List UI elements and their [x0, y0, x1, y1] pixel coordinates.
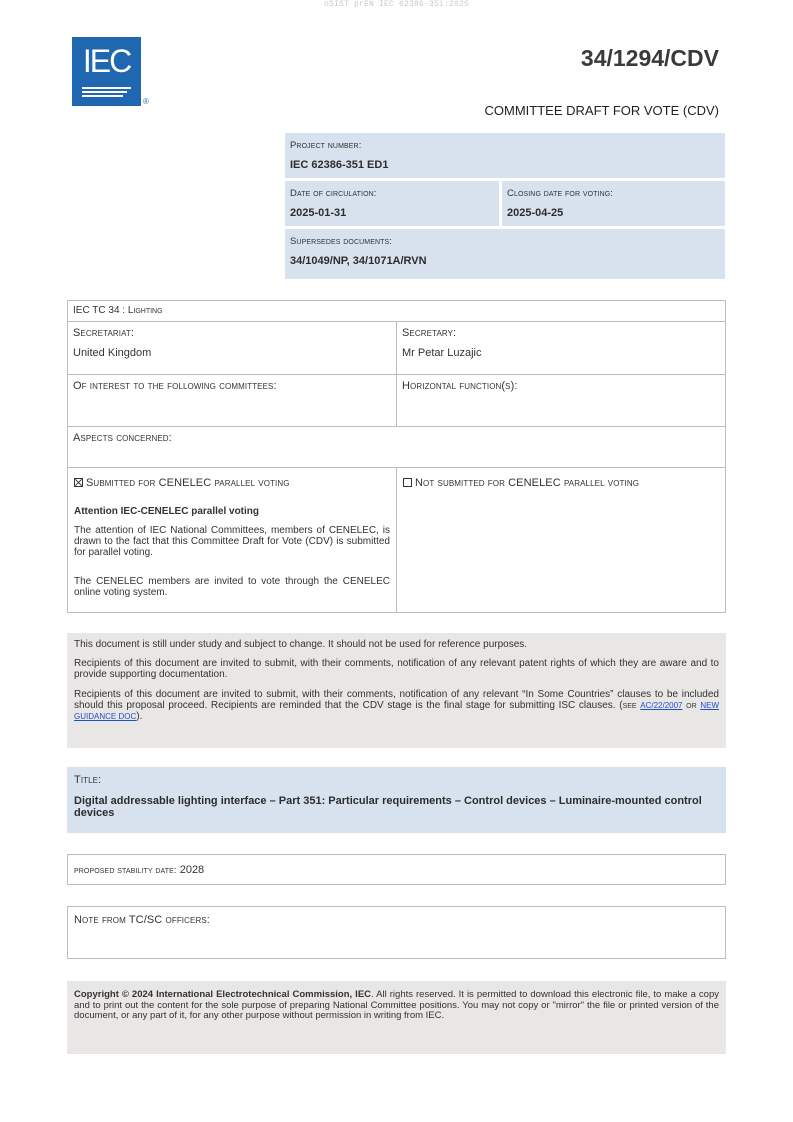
closing-date-value: 2025-04-25 — [507, 207, 564, 219]
secretary-label: Secretary: — [402, 327, 457, 339]
submitted-parallel-voting — [74, 477, 290, 489]
not-submitted-parallel-voting-label: Not submitted for CENELEC parallel voting — [415, 477, 640, 489]
secretary-value: Mr Petar Luzajic — [402, 347, 482, 359]
circulation-date-label: Date of circulation: — [290, 188, 377, 199]
table-divider — [396, 322, 397, 426]
new-guidance-doc-link[interactable]: NEW GUIDANCE DOC — [74, 701, 719, 721]
notice-paragraph-isc — [74, 689, 719, 722]
notice-paragraph: This document is still under study and subject to change. It should not be used for reference purposes. — [74, 639, 528, 650]
supersedes-value: 34/1049/NP, 34/1071A/RVN — [290, 255, 427, 267]
supersedes-cell — [285, 229, 725, 279]
circulation-date-value: 2025-01-31 — [290, 207, 347, 219]
attention-paragraph: The CENELEC members are invited to vote through the CENELEC online voting system. — [74, 576, 390, 598]
technical-committee: IEC TC 34 : Lighting — [73, 305, 163, 316]
secretariat-value: United Kingdom — [73, 347, 152, 359]
aspects-concerned-label: Aspects concerned: — [73, 432, 172, 444]
copyright-notice: . All rights reserved. It is permitted to download this electronic file, to make a copy and to print out the content for the sole purpose of preparing National Committee positions. You may not copy or "mirror" the file or printed version of the document, or any part of it, for any other purpose without permission in writing from IEC. — [74, 989, 719, 1021]
checked-box-icon — [74, 478, 83, 487]
logo-stripe — [82, 87, 131, 89]
interest-committees-label: Of interest to the following committees: — [73, 380, 277, 392]
copyright-holder: Copyright © 2024 International Electrotechnical Commission, IEC — [74, 989, 372, 1000]
secretariat-label: Secretariat: — [73, 327, 135, 339]
document-number: 34/1294/CDV — [580, 45, 719, 71]
ac-22-2007-link[interactable]: AC/22/2007 — [640, 701, 683, 710]
unchecked-box-icon — [403, 478, 412, 487]
stability-date-label: proposed stability date: — [74, 865, 177, 876]
horizontal-functions-label: Horizontal function(s): — [402, 380, 518, 392]
attention-paragraph: The attention of IEC National Committees, members of CENELEC, is drawn to the fact that this Committee Draft for Vote (CDV) is submitted for parallel voting. — [74, 525, 390, 558]
submitted-parallel-voting-label: Submitted for CENELEC parallel voting — [86, 477, 290, 489]
notice-see: see — [622, 700, 637, 711]
supersedes-label: Supersedes documents: — [290, 236, 393, 247]
notice-isc-text: Recipients of this document are invited to submit, with their comments, notification of any relevant “In Some Countries” clauses to be included should this proposal proceed. Recipients are reminded that the CDV stage is the final stage for submitting ISC clauses. ( — [74, 689, 719, 711]
notice-end: ). — [136, 711, 143, 722]
table-divider — [67, 426, 726, 427]
table-divider — [396, 468, 397, 613]
stability-date-value: 2028 — [179, 864, 205, 876]
logo-text: IEC — [82, 43, 131, 79]
stability-date — [74, 864, 204, 876]
iec-logo — [72, 37, 141, 106]
project-number-value: IEC 62386-351 ED1 — [290, 159, 389, 171]
closing-date-label: Closing date for voting: — [507, 188, 614, 199]
closing-date-cell — [502, 181, 725, 226]
document-type: COMMITTEE DRAFT FOR VOTE (CDV) — [484, 103, 719, 118]
project-number-cell — [285, 133, 725, 178]
copyright-text — [74, 990, 719, 1022]
notice-or: or — [686, 700, 697, 711]
document-title: Digital addressable lighting interface – Part 351: Particular requirements – Control devices – Luminaire-mounted control devices — [74, 795, 702, 819]
not-submitted-parallel-voting — [403, 477, 639, 489]
logo-stripe — [82, 95, 123, 97]
project-number-label: Project number: — [290, 140, 362, 151]
circulation-date-cell — [285, 181, 499, 226]
watermark: oSIST prEN IEC 62386-351:2025 — [323, 0, 470, 9]
title-label: Title: — [74, 774, 102, 786]
attention-heading: Attention IEC-CENELEC parallel voting — [74, 506, 260, 517]
notice-paragraph: Recipients of this document are invited to submit, with their comments, notification of any relevant patent rights of which they are aware and to provide supporting documentation. — [74, 658, 719, 680]
note-label: Note from TC/SC officers: — [74, 914, 210, 926]
logo-stripe — [82, 91, 127, 93]
registered-mark: ® — [143, 97, 149, 106]
